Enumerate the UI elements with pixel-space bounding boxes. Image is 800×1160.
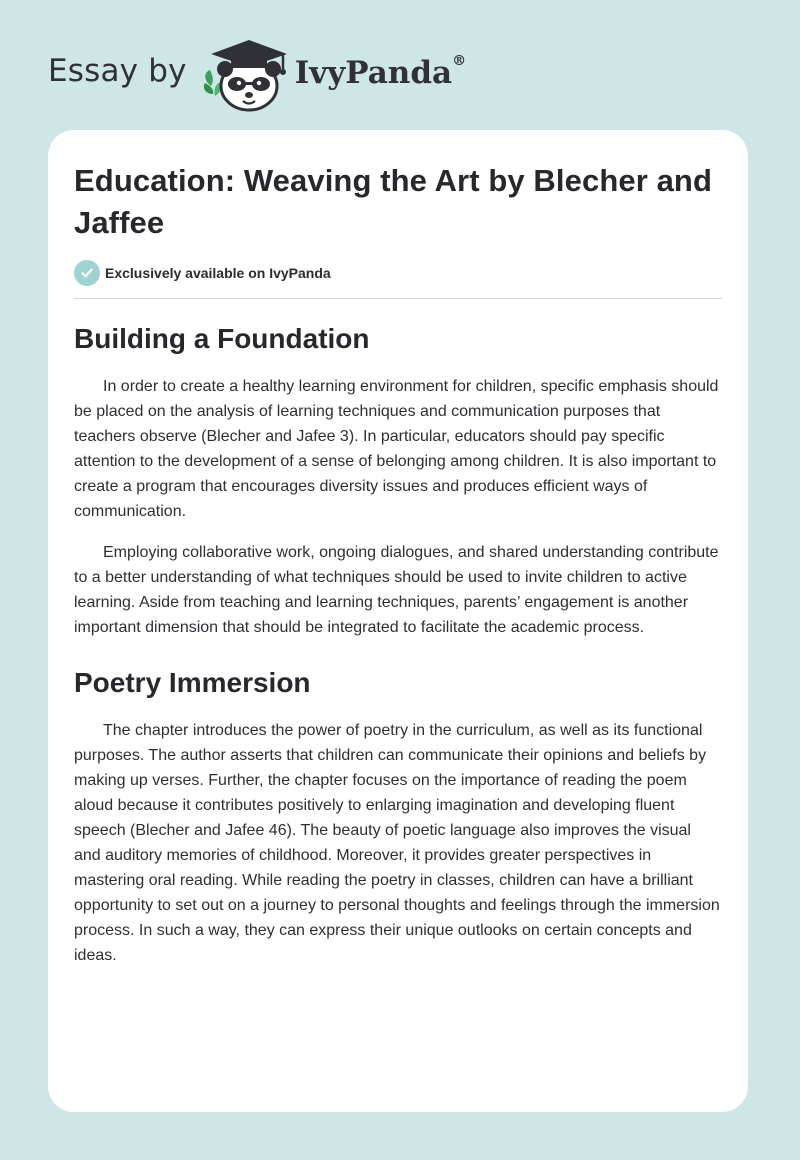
section-poetry-immersion: [74, 665, 722, 968]
exclusive-badge: [74, 260, 722, 286]
paragraph: The chapter introduces the power of poetry in the curriculum, as well as its functional purposes. The author asserts that children can communicate their opinions and beliefs by making up verses. Further, the chapter focuses on the importance of reading the poem aloud because it contributes positively to enlarging imagination and developing fluent speech (Blecher and Jafee 46). The beauty of poetic language also improves the visual and auditory memories of childhood. Moreover, it provides greater perspectives in mastering oral reading. While reading the poetry in classes, children can have a brilliant opportunity to set out on a journey to personal thoughts and feelings through the immersion process. In such a way, they can express their unique outlooks on certain concepts and ideas.: [74, 722, 720, 964]
brand-name[interactable]: [295, 55, 466, 91]
divider: [74, 298, 722, 299]
essay-by-label: Essay by: [48, 53, 187, 89]
exclusive-label: Exclusively available on IvyPanda: [105, 265, 331, 281]
panda-graduate-icon[interactable]: [201, 34, 293, 114]
page-title: Education: Weaving the Art by Blecher and Jaffee: [74, 163, 712, 240]
paragraph: In order to create a healthy learning environment for children, specific emphasis should be placed on the analysis of learning techniques and communication purposes that teachers observe (Blecher and Jafee 3). In particular, educators should pay specific attention to the development of a sense of belonging among children. It is also important to create a program that encourages diversity issues and produces efficient ways of communication.: [74, 378, 719, 520]
essay-card: [48, 130, 748, 1112]
paragraph: Employing collaborative work, ongoing dialogues, and shared understanding contribute to a better understanding of what techniques should be used to invite children to active learning. Aside from teaching and learning techniques, parents’ engagement is another important dimension that should be integrated to facilitate the academic process.: [74, 544, 719, 636]
section-heading: Poetry Immersion: [74, 667, 311, 698]
site-header: [48, 34, 466, 114]
section-heading: Building a Foundation: [74, 323, 370, 354]
section-building-a-foundation: [74, 321, 722, 640]
brand-name-text: IvyPanda: [294, 55, 453, 91]
check-circle-icon: [74, 260, 100, 286]
registered-mark: ®: [452, 53, 467, 69]
